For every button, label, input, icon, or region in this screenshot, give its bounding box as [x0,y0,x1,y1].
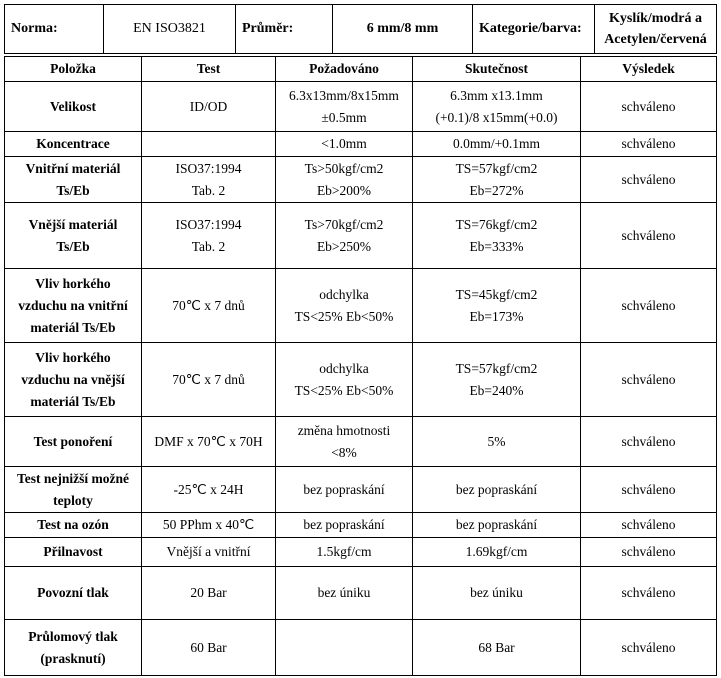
required-cell [276,513,413,538]
actual-cell [413,567,581,620]
required-cell-line: <8% [331,444,357,460]
item-cell-line: Velikost [49,98,96,114]
item-cell [5,82,142,132]
result-cell: schváleno [581,82,717,132]
kategorie-value-line-1: Kyslík/modrá a [609,11,702,26]
actual-cell [413,538,581,567]
prumer-label: Průměr: [236,5,333,54]
actual-cell [413,82,581,132]
table-row [5,538,717,567]
required-cell [276,538,413,567]
col-header-polozka: Položka [5,57,142,82]
actual-cell-line: TS=57kgf/cm2 [455,360,538,376]
kategorie-value-line-2: Acetylen/červená [604,32,707,47]
result-cell: schváleno [581,343,717,417]
required-cell [276,620,413,676]
item-cell-line: Ts/Eb [56,238,90,254]
item-cell [5,467,142,513]
actual-cell-line: Eb=272% [469,182,524,198]
actual-cell-line: Eb=240% [469,382,524,398]
test-cell-line: 60 Bar [190,639,227,655]
table-row [5,157,717,203]
required-cell-line: TS<25% Eb<50% [294,308,394,324]
required-cell [276,157,413,203]
test-cell-line: DMF x 70℃ x 70H [154,433,263,449]
item-cell [5,343,142,417]
item-cell [5,157,142,203]
required-cell [276,82,413,132]
table-row [5,82,717,132]
item-cell [5,269,142,343]
test-cell-line: 70℃ x 7 dnů [172,371,245,387]
result-cell: schváleno [581,132,717,157]
table-row [5,567,717,620]
required-cell [276,417,413,467]
required-cell-line: 6.3x13mm/8x15mm [289,87,399,103]
item-cell-line: materiál Ts/Eb [30,393,116,409]
norma-value: EN ISO3821 [104,5,236,54]
test-cell [142,157,276,203]
required-cell-line: odchylka [319,360,369,376]
spec-table [4,56,717,676]
test-cell [142,417,276,467]
kategorie-value [595,5,717,54]
item-cell [5,567,142,620]
table-row [5,467,717,513]
result-cell: schváleno [581,417,717,467]
test-cell-line: 50 PPhm x 40℃ [162,517,255,532]
test-cell-line: Vnější a vnitřní [166,544,251,559]
item-cell-line: Test nejnižší možné [17,470,129,486]
table-row [5,132,717,157]
test-cell-line: ISO37:1994 [175,216,242,232]
required-cell-line: ±0.5mm [321,109,367,125]
actual-cell [413,132,581,157]
result-cell: schváleno [581,269,717,343]
test-cell [142,132,276,157]
item-cell-line: (prasknutí) [40,650,106,666]
item-cell [5,513,142,538]
table-row [5,343,717,417]
actual-cell [413,203,581,269]
required-cell-line: bez popraskání [303,517,385,532]
item-cell-line: teploty [53,492,93,508]
actual-cell-line: TS=45kgf/cm2 [455,286,538,302]
result-cell: schváleno [581,203,717,269]
test-cell [142,620,276,676]
actual-cell-line: bez popraskání [455,481,538,497]
col-header-test: Test [142,57,276,82]
actual-cell-line: 6.3mm x13.1mm [450,87,543,103]
col-header-pozadovano: Požadováno [276,57,413,82]
column-header-row [5,57,717,82]
table-row [5,269,717,343]
item-cell-line: Vnitřní materiál [25,160,121,176]
actual-cell-line: 68 Bar [478,639,515,655]
item-cell-line: vzduchu na vnější [21,371,125,387]
header-row [5,5,717,54]
actual-cell [413,620,581,676]
required-cell-line: Eb>200% [316,182,372,198]
actual-cell-line: TS=76kgf/cm2 [455,216,538,232]
test-cell [142,513,276,538]
item-cell [5,620,142,676]
item-cell [5,538,142,567]
item-cell-line: Přilnavost [43,544,103,559]
item-cell-line: Průlomový tlak [28,628,118,644]
result-cell: schváleno [581,538,717,567]
header-table [4,4,717,54]
required-cell [276,343,413,417]
actual-cell-line: bez úniku [470,585,523,600]
item-cell-line: Vliv horkého [35,275,111,291]
result-cell: schváleno [581,513,717,538]
item-cell-line: Ts/Eb [56,182,90,198]
test-cell [142,467,276,513]
required-cell-line: bez popraskání [303,481,385,497]
required-cell-line: Eb>250% [316,238,372,254]
actual-cell-line: TS=57kgf/cm2 [455,160,538,176]
result-cell: schváleno [581,157,717,203]
actual-cell-line: 1.69kgf/cm [465,544,528,559]
required-cell [276,132,413,157]
test-cell-line: 70℃ x 7 dnů [172,297,245,313]
required-cell [276,567,413,620]
test-cell-line: ISO37:1994 [175,160,242,176]
result-cell: schváleno [581,467,717,513]
item-cell-line: Vliv horkého [35,349,111,365]
actual-cell [413,417,581,467]
item-cell-line: Koncentrace [36,136,110,151]
table-row [5,417,717,467]
required-cell-line: odchylka [319,286,369,302]
required-cell [276,203,413,269]
table-row [5,513,717,538]
item-cell-line: Vnější materiál [28,216,118,232]
actual-cell [413,513,581,538]
result-cell: schváleno [581,567,717,620]
actual-cell-line: 0.0mm/+0.1mm [452,136,541,151]
kategorie-label: Kategorie/barva: [473,5,595,54]
test-cell-line: 20 Bar [190,585,227,600]
item-cell-line: Povozní tlak [37,585,109,600]
table-row [5,203,717,269]
item-cell [5,132,142,157]
item-cell-line: vzduchu na vnitřní [18,297,128,313]
item-cell [5,203,142,269]
actual-cell [413,343,581,417]
test-cell [142,538,276,567]
required-cell-line: Ts>70kgf/cm2 [304,216,384,232]
test-cell-line: Tab. 2 [191,238,226,254]
result-cell: schváleno [581,620,717,676]
norma-label: Norma: [5,5,104,54]
item-cell-line: Test na ozón [37,517,109,532]
item-cell [5,417,142,467]
test-cell [142,567,276,620]
required-cell-line: TS<25% Eb<50% [294,382,394,398]
test-cell-line: Tab. 2 [191,182,226,198]
test-cell-line: -25℃ x 24H [173,481,244,497]
required-cell-line: <1.0mm [321,136,367,151]
actual-cell [413,157,581,203]
actual-cell [413,467,581,513]
actual-cell-line: (+0.1)/8 x15mm(+0.0) [435,109,558,125]
required-cell-line: 1.5kgf/cm [316,544,372,559]
required-cell [276,467,413,513]
required-cell-line: Ts>50kgf/cm2 [304,160,384,176]
actual-cell-line: bez popraskání [455,517,538,532]
test-cell [142,343,276,417]
col-header-skutecnost: Skutečnost [413,57,581,82]
item-cell-line: Test ponoření [33,433,113,449]
test-cell [142,82,276,132]
actual-cell-line: Eb=173% [469,308,524,324]
required-cell-line: bez úniku [317,585,371,600]
actual-cell-line: Eb=333% [469,238,524,254]
required-cell [276,269,413,343]
actual-cell-line: 5% [487,433,506,449]
required-cell-line: změna hmotnosti [297,422,391,438]
col-header-vysledek: Výsledek [581,57,717,82]
test-cell [142,203,276,269]
table-row [5,620,717,676]
prumer-value: 6 mm/8 mm [333,5,473,54]
test-cell-line: ID/OD [189,98,228,114]
test-cell [142,269,276,343]
item-cell-line: materiál Ts/Eb [30,319,116,335]
table-body [5,82,717,676]
actual-cell [413,269,581,343]
